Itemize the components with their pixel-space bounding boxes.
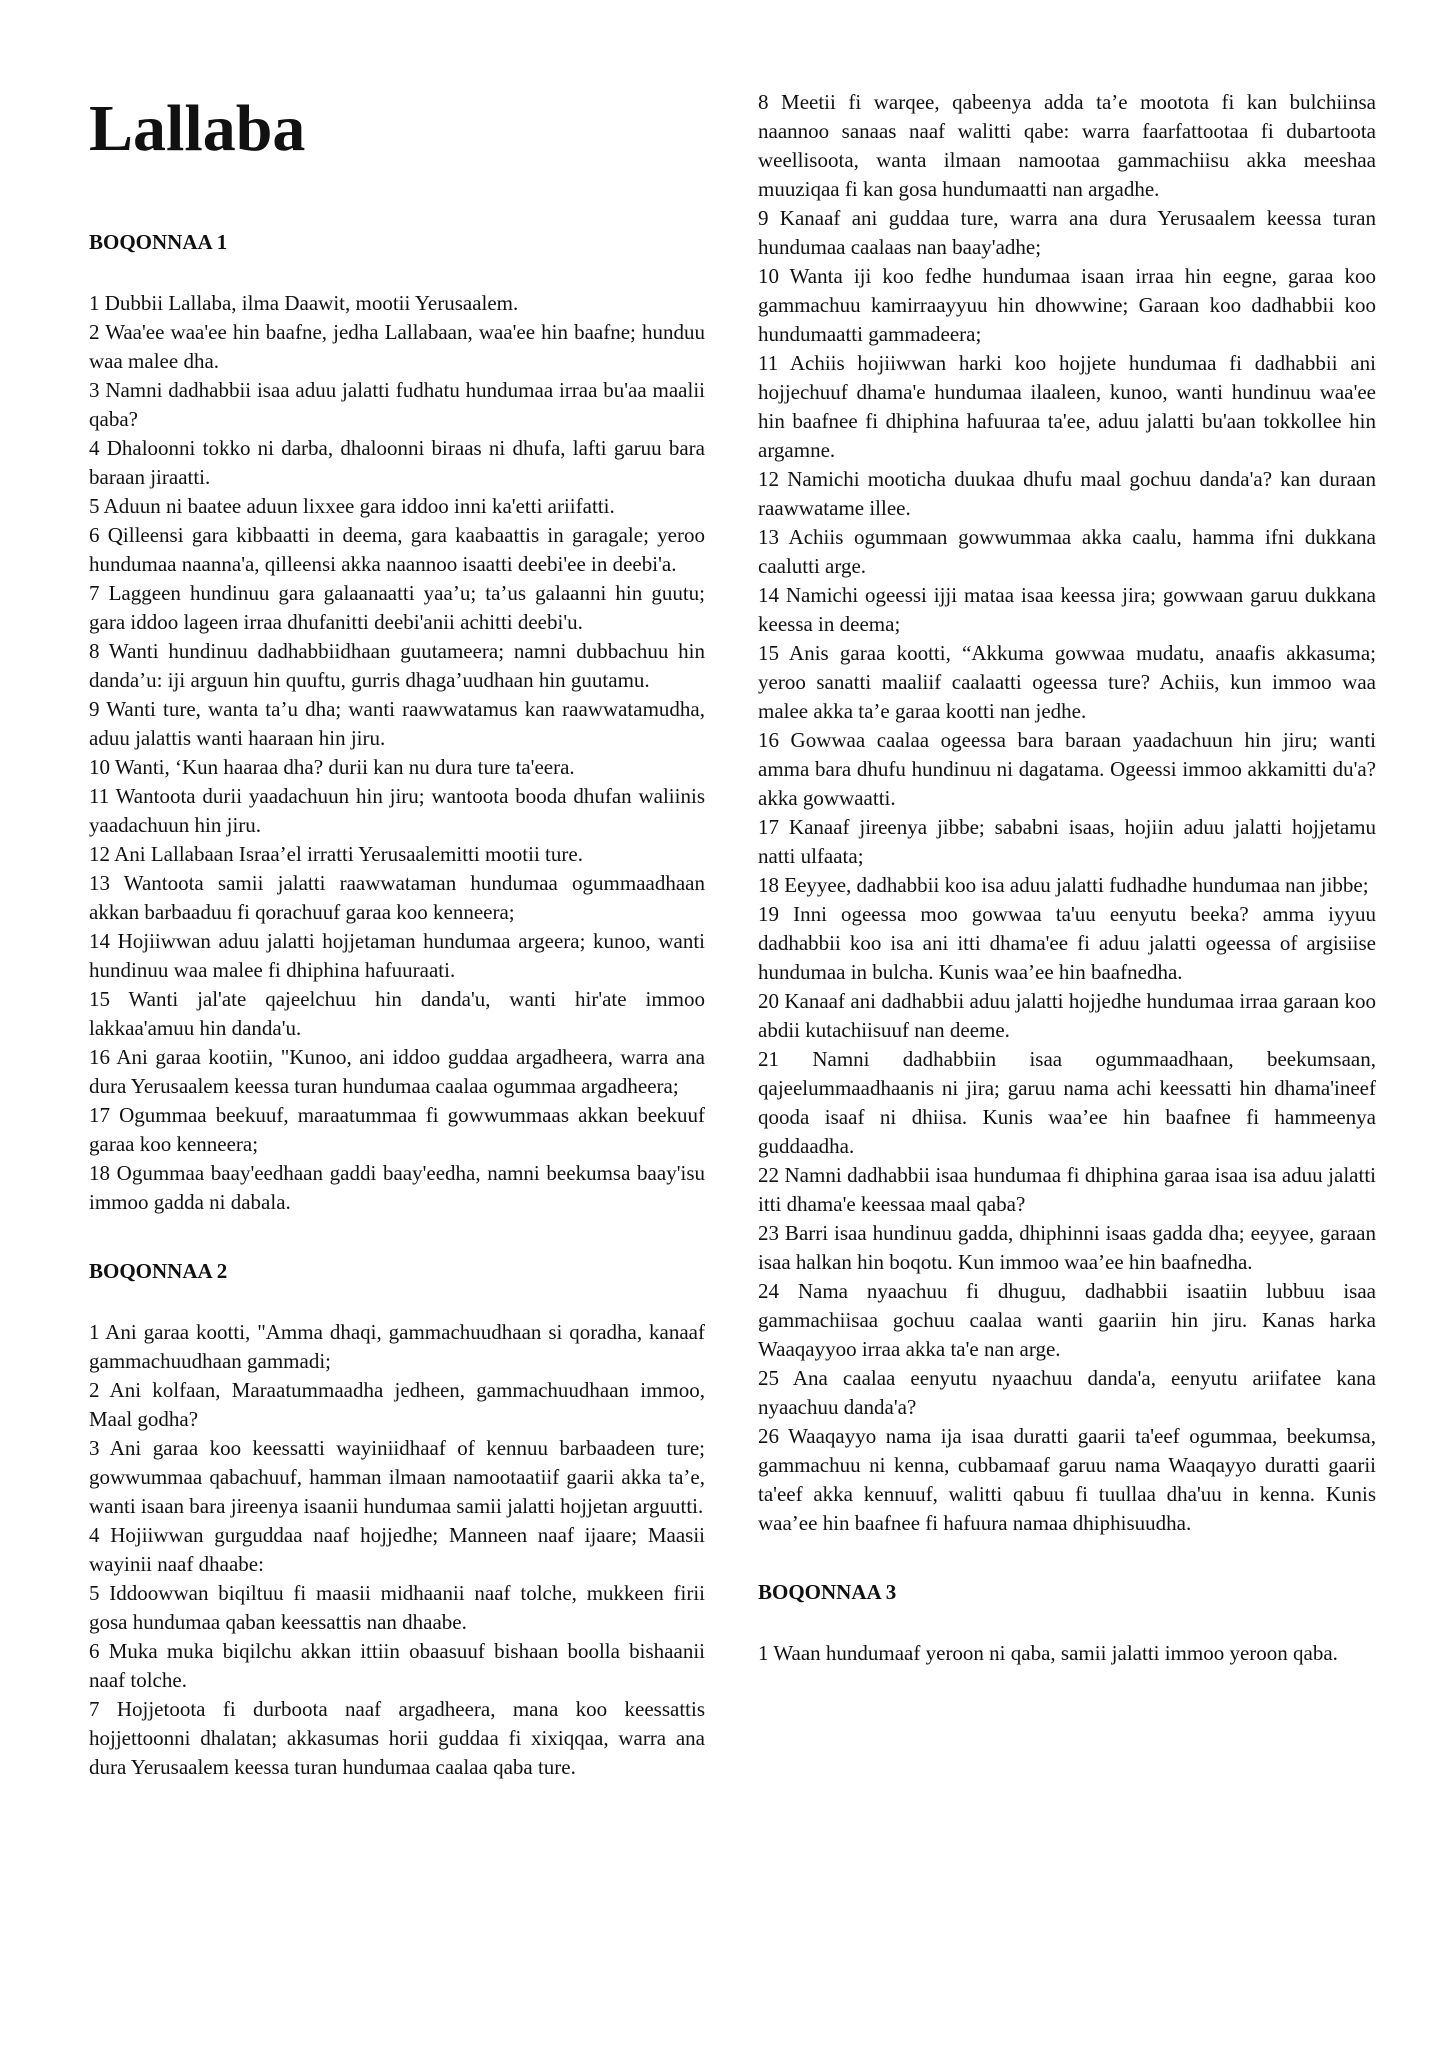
verse: 14 Namichi ogeessi ijji mataa isaa keessa jira; gowwaan garuu dukkana keessa in deema; [758, 583, 1376, 636]
verse: 5 Aduun ni baatee aduun lixxee gara iddoo inni ka'etti ariifatti. [89, 494, 615, 518]
verse: 17 Ogummaa beekuuf, maraatummaa fi gowwummaas akkan beekuuf garaa koo kenneera; [89, 1103, 705, 1156]
verse: 11 Wantoota durii yaadachuun hin jiru; wantoota booda dhufan waliinis yaadachuun hin jiru. [89, 784, 705, 837]
chapter-3 [758, 1578, 1376, 1668]
verse: 10 Wanti, ‘Kun haaraa dha? durii kan nu dura ture ta'eera. [89, 755, 575, 779]
chapter-heading: BOQONNAA 3 [758, 1580, 897, 1604]
verse: 19 Inni ogeessa moo gowwaa ta'uu eenyutu beeka? amma iyyuu dadhabbii koo isa ani itti dhama'ee fi aduu jalatti ogeessa of argisiise hundumaa in bulcha. Kunis waa’ee hin baafnedha. [758, 902, 1376, 984]
verse: 9 Kanaaf ani guddaa ture, warra ana dura Yerusaalem keessa turan hundumaa caalaas nan baay'adhe; [758, 206, 1376, 259]
right-text-flow [758, 88, 1376, 1668]
chapter-1 [89, 228, 705, 1217]
verse: 1 Ani garaa kootti, "Amma dhaqi, gammachuudhaan si qoradha, kanaaf gammachuudhaan gammadi; [89, 1320, 705, 1373]
verse: 4 Hojiiwwan gurguddaa naaf hojjedhe; Manneen naaf ijaare; Maasii wayinii naaf dhaabe: [89, 1523, 705, 1576]
chapter-2 [89, 1257, 705, 1782]
section-spacer [89, 1217, 705, 1257]
verse: 21 Namni dadhabbiin isaa ogummaadhaan, beekumsaan, qajeelummaadhaanis ni jira; garuu nama achi keessatti hin dhama'ineef qooda isaaf ni dhiisa. Kunis waa’ee hin baafnee fi hammeenya guddaadha. [758, 1047, 1376, 1158]
verse: 8 Wanti hundinuu dadhabbiidhaan guutameera; namni dubbachuu hin danda’u: iji arguun hin quuftu, gurris dhaga’uudhaan hin guutamu. [89, 639, 705, 692]
verse: 8 Meetii fi warqee, qabeenya adda ta’e mootota fi kan bulchiinsa naannoo sanaas naaf walitti qabe: warra faarfattootaa fi dubartoota weellisoota, wanta ilmaan namootaa gammachiisu akka meeshaa muuziqaa fi kan gosa hundumaatti nan argadhe. [758, 90, 1376, 201]
verse: 11 Achiis hojiiwwan harki koo hojjete hundumaa fi dadhabbii ani hojjechuuf dhama'e hundumaa ilaaleen, kunoo, wanti hundinuu waa'ee hin baafnee fi dhiphina hafuuraa ta'ee, aduu jalatti bu'aan tokkollee hin argamne. [758, 351, 1376, 462]
verse: 2 Waa'ee waa'ee hin baafne, jedha Lallabaan, waa'ee hin baafne; hunduu waa malee dha. [89, 320, 705, 373]
verse: 9 Wanti ture, wanta ta’u dha; wanti raawwatamus kan raawwatamudha, aduu jalattis wanti haaraan hin jiru. [89, 697, 705, 750]
verse: 3 Namni dadhabbii isaa aduu jalatti fudhatu hundumaa irraa bu'aa maalii qaba? [89, 378, 705, 431]
chapter-heading: BOQONNAA 1 [89, 230, 228, 254]
verse: 23 Barri isaa hundinuu gadda, dhiphinni isaas gadda dha; eeyyee, garaan isaa halkan hin boqotu. Kun immoo waa’ee hin baafnedha. [758, 1221, 1376, 1274]
verse: 14 Hojiiwwan aduu jalatti hojjetaman hundumaa argeera; kunoo, wanti hundinuu waa malee fi dhiphina hafuuraati. [89, 929, 705, 982]
verse: 16 Ani garaa kootiin, "Kunoo, ani iddoo guddaa argadheera, warra ana dura Yerusaalem keessa turan hundumaa caalaa ogummaa argadheera; [89, 1045, 705, 1098]
section-spacer [758, 1538, 1376, 1578]
page-title: Lallaba [89, 92, 306, 165]
verse: 4 Dhaloonni tokko ni darba, dhaloonni biraas ni dhufa, lafti garuu bara baraan jiraatti. [89, 436, 705, 489]
chapter-heading: BOQONNAA 2 [89, 1259, 228, 1283]
verse: 22 Namni dadhabbii isaa hundumaa fi dhiphina garaa isaa isa aduu jalatti itti dhama'e keessaa maal qaba? [758, 1163, 1376, 1216]
verse: 7 Laggeen hundinuu gara galaanaatti yaa’u; ta’us galaanni hin guutu; gara iddoo lageen irraa dhufanitti deebi'anii achitti deebi'u. [89, 581, 705, 634]
verse: 15 Anis garaa kootti, “Akkuma gowwaa mudatu, anaafis akkasuma; yeroo sanatti maaliif caalaatti ogeessa ture? Achiis, kun immoo waa malee akka ta’e garaa kootti nan jedhe. [758, 641, 1376, 723]
verse: 1 Dubbii Lallaba, ilma Daawit, mootii Yerusaalem. [89, 291, 519, 315]
verse: 18 Ogummaa baay'eedhaan gaddi baay'eedha, namni beekumsa baay'isu immoo gadda ni dabala. [89, 1161, 705, 1214]
verse: 13 Achiis ogummaan gowwummaa akka caalu, hamma ifni dukkana caalutti arge. [758, 525, 1376, 578]
verse: 12 Namichi mooticha duukaa dhufu maal gochuu danda'a? kan duraan raawwatame illee. [758, 467, 1376, 520]
verse: 10 Wanta iji koo fedhe hundumaa isaan irraa hin eegne, garaa koo gammachuu kamirraayyuu hin dhowwine; Garaan koo dadhabbii koo hundumaatti gammadeera; [758, 264, 1376, 346]
verse: 6 Qilleensi gara kibbaatti in deema, gara kaabaattis in garagale; yeroo hundumaa naanna'a, qilleensi akka naannoo isaatti deebi'ee in deebi'a. [89, 523, 705, 576]
chapter-2-continued [758, 88, 1376, 1538]
verse: 25 Ana caalaa eenyutu nyaachuu danda'a, eenyutu ariifatee kana nyaachuu danda'a? [758, 1366, 1376, 1419]
verse: 18 Eeyyee, dadhabbii koo isa aduu jalatti fudhadhe hundumaa nan jibbe; [758, 873, 1369, 897]
verse: 3 Ani garaa koo keessatti wayiniidhaaf of kennuu barbaadeen ture; gowwummaa qabachuuf, hamman ilmaan namootaatiif gaarii akka ta’e, wanti isaan bara jireenya isaanii hundumaa samii jalatti hojjetan arguutti. [89, 1436, 705, 1518]
verse: 7 Hojjetoota fi durboota naaf argadheera, mana koo keessattis hojjettoonni dhalatan; akkasumas horii guddaa fi xixiqqaa, warra ana dura Yerusaalem keessa turan hundumaa caalaa qaba ture. [89, 1697, 705, 1779]
verse: 12 Ani Lallabaan Israa’el irratti Yerusaalemitti mootii ture. [89, 842, 583, 866]
verse: 2 Ani kolfaan, Maraatummaadha jedheen, gammachuudhaan immoo, Maal godha? [89, 1378, 705, 1431]
verse: 16 Gowwaa caalaa ogeessa bara baraan yaadachuun hin jiru; wanti amma bara dhufu hundinuu ni dagatama. Ogeessi immoo akkamitti du'a? akka gowwaatti. [758, 728, 1376, 810]
verse: 24 Nama nyaachuu fi dhuguu, dadhabbii isaatiin lubbuu isaa gammachiisaa gochuu caalaa wanti gaariin hin jiru. Kanas harka Waaqayyoo irraa akka ta'e nan arge. [758, 1279, 1376, 1361]
verse: 13 Wantoota samii jalatti raawwataman hundumaa ogummaadhaan akkan barbaaduu fi qorachuuf garaa koo kenneera; [89, 871, 705, 924]
verse: 26 Waaqayyo nama ija isaa duratti gaarii ta'eef ogummaa, beekumsa, gammachuu ni kenna, cubbamaaf garuu nama Waaqayyo duratti gaarii ta'eef akka kennuuf, walitti qabuu fi tuullaa dha'uu in kenna. Kunis waa’ee hin baafnee fi hafuura namaa dhiphisuudha. [758, 1424, 1376, 1535]
verse: 15 Wanti jal'ate qajeelchuu hin danda'u, wanti hir'ate immoo lakkaa'amuu hin danda'u. [89, 987, 705, 1040]
left-text-flow [89, 228, 705, 1782]
verse: 5 Iddoowwan biqiltuu fi maasii midhaanii naaf tolche, mukkeen firii gosa hundumaa qaban keessattis nan dhaabe. [89, 1581, 705, 1634]
verse: 20 Kanaaf ani dadhabbii aduu jalatti hojjedhe hundumaa irraa garaan koo abdii kutachiisuuf nan deeme. [758, 989, 1376, 1042]
verse: 1 Waan hundumaaf yeroon ni qaba, samii jalatti immoo yeroon qaba. [758, 1641, 1338, 1665]
verse: 6 Muka muka biqilchu akkan ittiin obaasuuf bishaan boolla bishaanii naaf tolche. [89, 1639, 705, 1692]
verse: 17 Kanaaf jireenya jibbe; sababni isaas, hojiin aduu jalatti hojjetamu natti ulfaata; [758, 815, 1376, 868]
